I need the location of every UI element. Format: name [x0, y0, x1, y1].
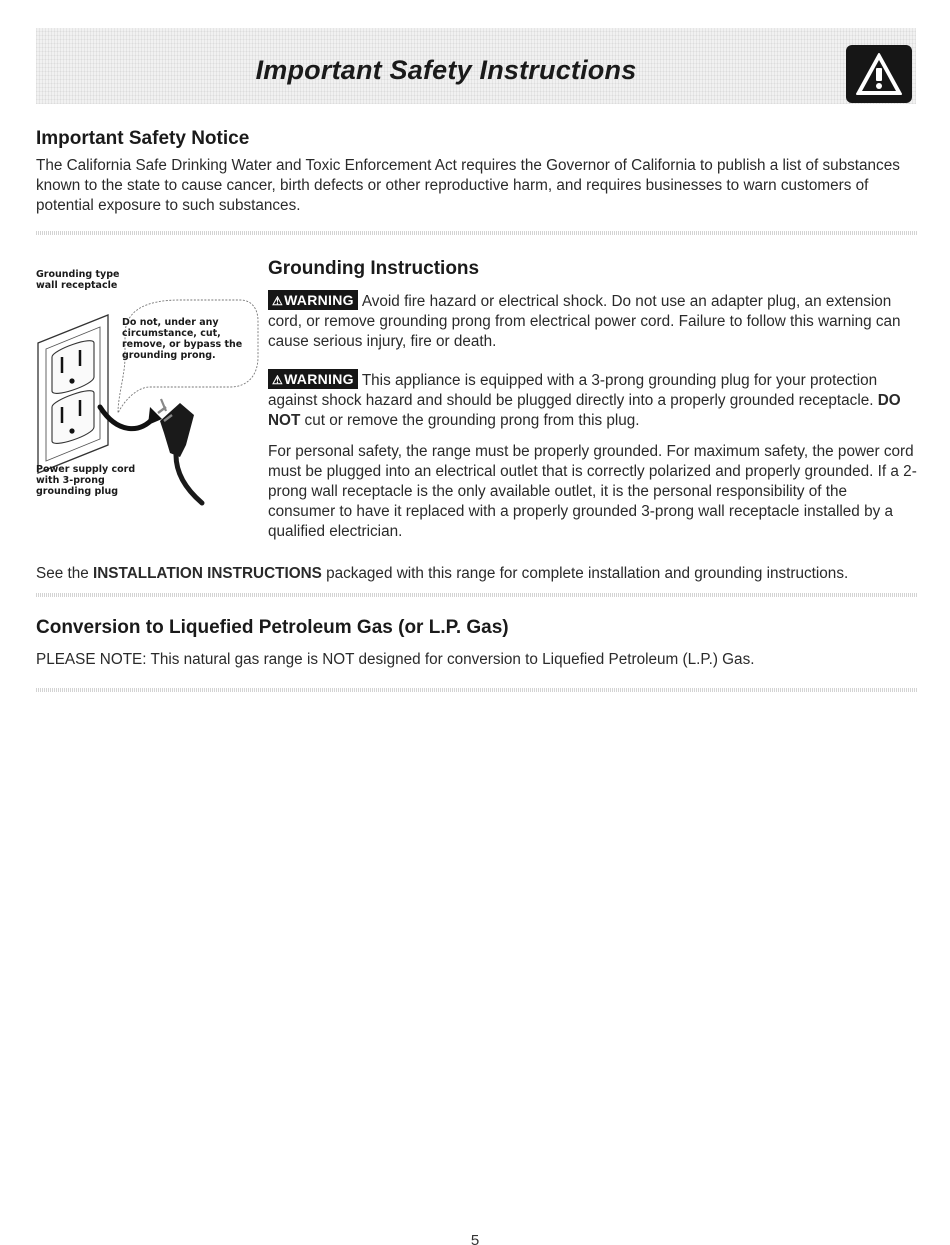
grounding-paragraph: For personal safety, the range must be properly grounded. For maximum safety, the power cord must be plugged into an electrical outlet that is correctly polarized and properly grounded. If a 2-prong wall receptacle is the only available outlet, it is the personal responsibility of the consumer to have it replaced with a properly grounded 3-prong wall receptacle installed by a qualified electrician. — [268, 443, 917, 540]
page-number: 5 — [470, 1232, 480, 1245]
conversion-heading: Conversion to Liquefied Petroleum Gas (or L.P. Gas) — [36, 617, 509, 638]
divider — [36, 231, 918, 235]
installation-reference: See the INSTALLATION INSTRUCTIONS packaged with this range for complete installation and grounding instructions. — [36, 565, 849, 582]
safety-notice-body: The California Safe Drinking Water and Toxic Enforcement Act requires the Governor of California to publish a list of substances known to the state to cause cancer, birth defects or other reproductive harm, and requires businesses to warn customers of potential exposure to such substances. — [36, 157, 900, 214]
page-title: Important Safety Instructions — [255, 55, 637, 85]
header-banner — [36, 28, 916, 104]
warning-triangle-icon — [846, 45, 912, 103]
grounding-heading: Grounding Instructions — [268, 258, 480, 279]
divider — [36, 688, 918, 692]
warning-badge: ⚠WARNING — [268, 290, 358, 310]
figure-note: Do not, under any circumstance, cut, remove, or bypass the grounding prong. — [122, 317, 243, 361]
safety-notice-heading: Important Safety Notice — [36, 128, 250, 149]
divider — [36, 593, 918, 597]
warning-small-triangle-icon: ⚠ — [272, 373, 284, 387]
figure-label-receptacle: Grounding type wall receptacle — [36, 269, 120, 291]
conversion-body: PLEASE NOTE: This natural gas range is NOT designed for conversion to Liquefied Petroleum (L.P.) Gas. — [36, 651, 755, 668]
grounding-warning-1: ⚠WARNING Avoid fire hazard or electrical shock. Do not use an adapter plug, an extension cord, or remove grounding prong from electrical power cord. Failure to follow this warning can cause serious injury, fire or death. — [268, 292, 901, 350]
warning-badge: ⚠WARNING — [268, 369, 358, 389]
figure-label-cord: Power supply cord with 3-prong grounding plug — [36, 464, 136, 497]
warning-small-triangle-icon: ⚠ — [272, 294, 284, 308]
grounding-warning-2: ⚠WARNING This appliance is equipped with a 3-prong grounding plug for your protection against shock hazard and should be plugged directly into a properly grounded receptacle. DO NOT cut or remove the grounding prong from this plug. — [268, 371, 901, 429]
